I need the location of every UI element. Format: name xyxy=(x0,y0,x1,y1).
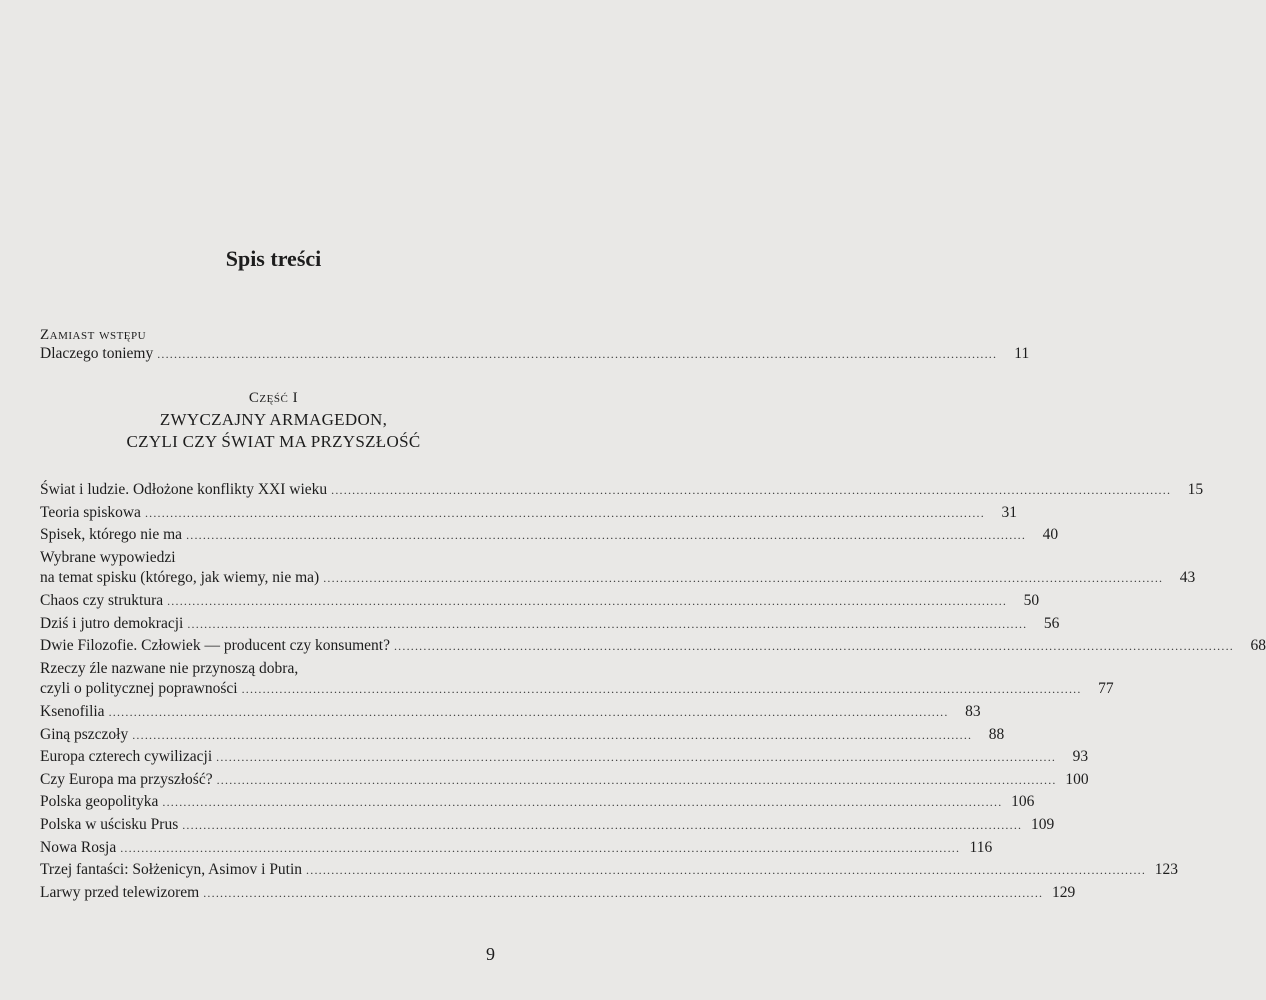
toc-entry-label: Dlaczego toniemy xyxy=(40,345,154,362)
dot-leader: ........................................................................................................................................................................................................ xyxy=(393,639,1234,654)
toc-entry xyxy=(40,724,1005,746)
toc-entry-page: 93 xyxy=(1072,748,1089,766)
toc-entry-label: Dziś i jutro demokracji xyxy=(40,614,184,632)
dot-leader: ........................................................................................................................................................................................................ xyxy=(203,885,1044,900)
toc-entry xyxy=(40,343,1030,365)
toc-entry-label: Dwie Filozofie. Człowiek — producent czy konsument? xyxy=(40,637,390,655)
toc-entry xyxy=(40,746,1089,768)
toc-entry-page: 88 xyxy=(988,725,1005,743)
toc-entry-page: 129 xyxy=(1051,883,1076,901)
dot-leader: ........................................................................................................................................................................................................ xyxy=(167,594,1008,608)
toc-entry xyxy=(40,882,1076,904)
toc-entry xyxy=(40,769,1089,791)
toc-entry xyxy=(40,859,1179,881)
dot-leader: ........................................................................................................................................................................................................ xyxy=(186,528,1027,543)
toc-entry-label: Larwy przed telewizorem xyxy=(40,883,200,901)
toc-entry-page: 68 xyxy=(1250,637,1266,655)
toc-entry-label: Polska w uścisku Prus xyxy=(40,816,179,833)
toc-entry-label: Świat i ludzie. Odłożone konflikty XXI wieku xyxy=(40,481,328,498)
toc-entry xyxy=(40,791,1035,813)
toc-entry-label: Trzej fantaści: Sołżenicyn, Asimov i Putin xyxy=(40,861,303,879)
part-label: Część I xyxy=(248,390,299,406)
dot-leader: ........................................................................................................................................................................................................ xyxy=(144,505,985,520)
toc-entry-page: 31 xyxy=(1001,503,1017,521)
part-title-line2: CZYLI CZY ŚWIAT MA PRZYSZŁOŚĆ xyxy=(126,432,421,451)
part-title-line1: ZWYCZAJNY ARMAGEDON, xyxy=(159,410,388,429)
toc-entry-page: 56 xyxy=(1043,614,1060,632)
toc-entry-label: Giną pszczoły xyxy=(40,725,129,743)
toc-entry-page: 77 xyxy=(1098,680,1114,698)
dot-leader: ........................................................................................................................................................................................................ xyxy=(132,727,973,742)
toc-entry-page: 100 xyxy=(1065,770,1089,788)
toc-entry-label: Ksenofilia xyxy=(40,703,105,720)
toc-entry-label: Spisek, którego nie ma xyxy=(40,526,183,544)
toc-entry-label: Europa czterech cywilizacji xyxy=(40,748,213,766)
dot-leader: ........................................................................................................................................................................................................ xyxy=(306,863,1147,878)
dot-leader: ........................................................................................................................................................................................................ xyxy=(216,750,1057,765)
toc-entry xyxy=(40,635,1266,657)
dot-leader: ........................................................................................................................................................................................................ xyxy=(187,616,1028,631)
toc-entry-label: Czy Europa ma przyszłość? xyxy=(40,770,213,788)
toc-entry xyxy=(40,814,1055,836)
toc-entry-page: 106 xyxy=(1011,793,1035,811)
toc-entry-page: 50 xyxy=(1023,592,1040,609)
toc-entry-label: na temat spisku (którego, jak wiemy, nie ma) xyxy=(40,569,320,587)
toc-entry-label: Nowa Rosja xyxy=(40,838,117,856)
toc-entry xyxy=(40,613,1060,635)
dot-leader: ........................................................................................................................................................................................................ xyxy=(216,772,1057,787)
dot-leader: ........................................................................................................................................................................................................ xyxy=(241,682,1082,697)
toc-entry-label: Teoria spiskowa xyxy=(40,503,141,521)
toc-entry xyxy=(40,524,1059,546)
toc-entry xyxy=(40,701,981,723)
toc-entry xyxy=(40,502,1017,524)
toc-entry-page: 15 xyxy=(1187,481,1204,498)
toc-entry xyxy=(40,567,1196,589)
toc-entry-label: Chaos czy struktura xyxy=(40,592,164,609)
page-title: Spis treści xyxy=(225,246,322,271)
toc-entry xyxy=(40,678,1114,700)
toc-entry-label-line1: Rzeczy źle nazwane nie przynoszą dobra, xyxy=(40,659,299,677)
toc-entry-label: Polska geopolityka xyxy=(40,793,159,811)
toc-entry-label-line1: Wybrane wypowiedzi xyxy=(40,548,176,566)
toc-entry-page: 40 xyxy=(1042,526,1059,544)
toc-entry-label: czyli o politycznej poprawności xyxy=(40,680,238,698)
dot-leader: ........................................................................................................................................................................................................ xyxy=(108,705,949,719)
dot-leader: ........................................................................................................................................................................................................ xyxy=(331,483,1172,497)
toc-entry xyxy=(40,590,1040,612)
dot-leader: ........................................................................................................................................................................................................ xyxy=(120,840,961,855)
dot-leader: ........................................................................................................................................................................................................ xyxy=(157,347,998,361)
toc-entry-page: 116 xyxy=(969,838,993,856)
toc-entry-page: 109 xyxy=(1030,816,1055,833)
page-number: 9 xyxy=(486,944,495,964)
dot-leader: ........................................................................................................................................................................................................ xyxy=(162,795,1003,810)
toc-entry-page: 43 xyxy=(1179,569,1196,587)
toc-entry xyxy=(40,479,1204,501)
dot-leader: ........................................................................................................................................................................................................ xyxy=(182,818,1023,832)
toc-entry-page: 123 xyxy=(1154,861,1179,879)
intro-heading: Zamiast wstępu xyxy=(40,327,147,343)
toc-entry-page: 83 xyxy=(965,703,981,720)
toc-entry xyxy=(40,837,993,859)
toc-entry-page: 11 xyxy=(1014,345,1030,362)
dot-leader: ........................................................................................................................................................................................................ xyxy=(323,571,1164,586)
